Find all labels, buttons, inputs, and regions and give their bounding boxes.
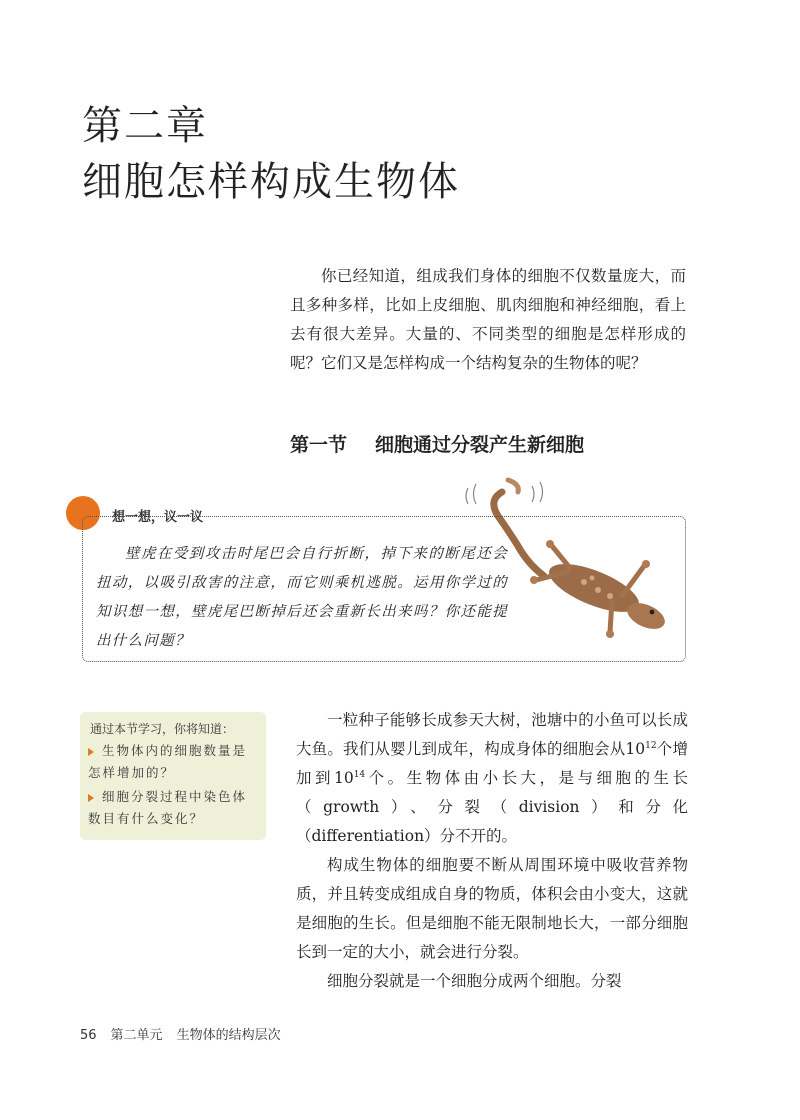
body-text: [296, 706, 688, 996]
chapter-number: 第二章: [82, 103, 208, 149]
chapter-title: 细胞怎样构成生物体: [82, 159, 460, 205]
bullet-triangle-icon: [88, 748, 94, 756]
page-number: 56: [80, 1028, 97, 1043]
intro-paragraph: 你已经知道，组成我们身体的细胞不仅数量庞大，而且多种多样，比如上皮细胞、肌肉细胞和神经细胞，看上去有很大差异。大量的、不同类型的细胞是怎样形成的呢？它们又是怎样构成一个结构复杂的生物体的呢？: [290, 267, 686, 372]
objective-item: 细胞分裂过程中染色体数目有什么变化？: [88, 789, 248, 826]
think-discuss-label: 想一想，议一议: [112, 510, 204, 525]
body-paragraph: 一粒种子能够长成参天大树，池塘中的小鱼可以长成大鱼。我们从婴儿到成年，构成身体的细胞会从$10^{12}$个增加到$10^{14}$个。生物体由小长大，是与细胞的生长（growth）、分裂（division）和分化（differentiation）分不开的。: [296, 711, 688, 845]
page-footer: [80, 1024, 295, 1043]
think-discuss-text: 壁虎在受到攻击时尾巴会自行折断，掉下来的断尾还会扭动，以吸引敌害的注意，而它则乘机逃脱。运用你学过的知识想一想，壁虎尾巴断掉后还会重新长出来吗？你还能提出什么问题？: [96, 546, 508, 649]
body-paragraph: 构成生物体的细胞要不断从周围环境中吸收营养物质，并且转变成组成自身的物质，体积会由小变大，这就是细胞的生长。但是细胞不能无限制地长大，一部分细胞长到一定的大小，就会进行分裂。: [296, 856, 688, 961]
section-title: 细胞通过分裂产生新细胞: [375, 434, 585, 456]
bullet-triangle-icon: [88, 794, 94, 802]
unit-name: 第二单元: [110, 1028, 163, 1043]
unit-title: 生物体的结构层次: [176, 1028, 281, 1043]
learning-objectives-box: [80, 712, 266, 840]
objectives-title: 通过本节学习，你将知道：: [90, 722, 235, 736]
section-number: 第一节: [290, 434, 348, 456]
body-paragraph: 细胞分裂就是一个细胞分成两个细胞。分裂: [327, 972, 622, 990]
objective-item: 生物体内的细胞数量是怎样增加的？: [88, 743, 248, 780]
section-heading: [290, 430, 612, 457]
